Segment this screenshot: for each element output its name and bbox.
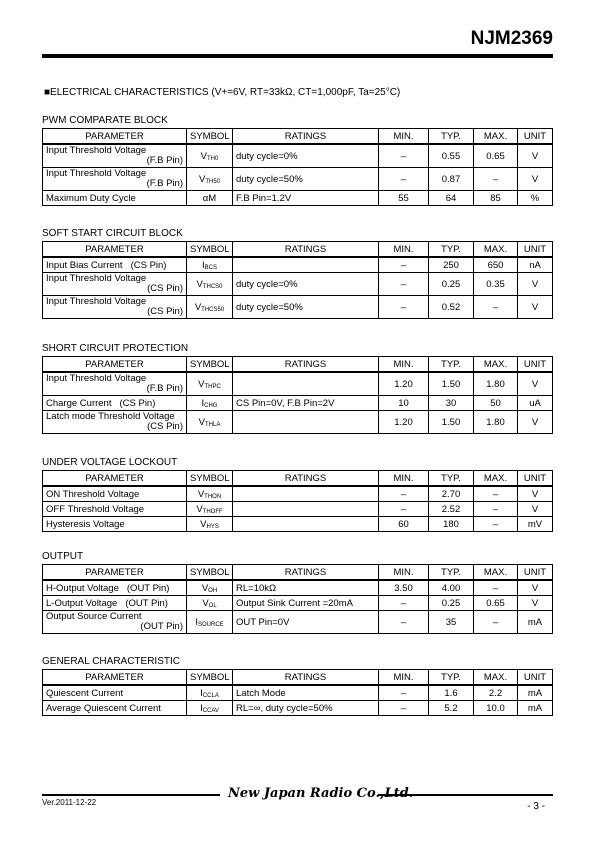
parameter-name: Input Threshold Voltage bbox=[46, 373, 147, 384]
column-header: UNIT bbox=[518, 670, 553, 686]
ratings-cell bbox=[233, 257, 379, 273]
table-row bbox=[43, 502, 553, 517]
symbol-subscript: CHG bbox=[204, 402, 218, 409]
symbol-cell bbox=[187, 502, 233, 517]
parameter-name: L-Output Voltage bbox=[46, 597, 118, 609]
parameter-pin: (F.B Pin) bbox=[146, 178, 183, 189]
parameter-name: Average Quiescent Current bbox=[46, 702, 161, 714]
symbol-cell bbox=[187, 191, 233, 206]
parameter-pin: (CS Pin) bbox=[147, 283, 183, 294]
symbol: V bbox=[197, 488, 205, 500]
unit-cell: mV bbox=[518, 517, 553, 532]
typ-cell: 1.50 bbox=[429, 411, 474, 434]
table-row bbox=[43, 580, 553, 596]
typ-cell: 35 bbox=[429, 611, 474, 634]
column-header: MIN. bbox=[379, 565, 429, 581]
symbol-cell bbox=[187, 396, 233, 411]
column-header: SYMBOL bbox=[187, 129, 233, 145]
max-cell: 0.35 bbox=[474, 273, 518, 296]
symbol-subscript: THCS0 bbox=[202, 283, 223, 290]
symbol-cell bbox=[187, 257, 233, 273]
parameter-name: Latch mode Threshold Voltage bbox=[46, 411, 175, 422]
column-header: MAX. bbox=[474, 129, 518, 145]
column-header: RATINGS bbox=[233, 129, 379, 145]
parameter-name: Input Threshold Voltage bbox=[46, 145, 147, 156]
min-cell: – bbox=[379, 685, 429, 701]
column-header: PARAMETER bbox=[43, 471, 187, 487]
column-header: SYMBOL bbox=[187, 670, 233, 686]
typ-cell: 30 bbox=[429, 396, 474, 411]
unit-cell: % bbox=[518, 191, 553, 206]
column-header: TYP. bbox=[429, 242, 474, 258]
symbol: V bbox=[202, 597, 209, 609]
column-header: UNIT bbox=[518, 471, 553, 487]
symbol: V bbox=[196, 503, 203, 515]
symbol-cell bbox=[187, 144, 233, 168]
min-cell: – bbox=[379, 257, 429, 273]
min-cell: – bbox=[379, 144, 429, 168]
column-header: MIN. bbox=[379, 242, 429, 258]
column-header: MIN. bbox=[379, 129, 429, 145]
column-header: PARAMETER bbox=[43, 129, 187, 145]
max-cell: 0.65 bbox=[474, 144, 518, 168]
max-cell: – bbox=[474, 296, 518, 319]
spec-table bbox=[42, 564, 553, 634]
parameter-cell bbox=[43, 580, 187, 596]
parameter-cell bbox=[43, 396, 187, 411]
page-number: - 3 - bbox=[527, 801, 545, 812]
max-cell: – bbox=[474, 580, 518, 596]
parameter-cell bbox=[43, 191, 187, 206]
column-header: RATINGS bbox=[233, 565, 379, 581]
footer-rule-left bbox=[42, 794, 220, 796]
max-cell: – bbox=[474, 611, 518, 634]
symbol-cell bbox=[187, 701, 233, 716]
top-rule bbox=[42, 54, 553, 58]
parameter-cell bbox=[43, 486, 187, 502]
symbol-subscript: TH0 bbox=[207, 155, 219, 162]
ratings-cell bbox=[233, 486, 379, 502]
section-title: PWM COMPARATE BLOCK bbox=[42, 115, 168, 126]
max-cell: – bbox=[474, 486, 518, 502]
symbol: I bbox=[202, 259, 205, 271]
typ-cell: 250 bbox=[429, 257, 474, 273]
symbol: V bbox=[201, 582, 209, 594]
unit-cell: nA bbox=[518, 257, 553, 273]
typ-cell: 0.25 bbox=[429, 273, 474, 296]
typ-cell: 4.00 bbox=[429, 580, 474, 596]
column-header: MIN. bbox=[379, 471, 429, 487]
parameter-cell bbox=[43, 273, 187, 296]
max-cell: 2.2 bbox=[474, 685, 518, 701]
table-row bbox=[43, 372, 553, 396]
spec-table bbox=[42, 470, 553, 532]
spec-table bbox=[42, 669, 553, 716]
unit-cell: V bbox=[518, 168, 553, 191]
column-header: PARAMETER bbox=[43, 357, 187, 373]
ratings-cell: RL=∞, duty cycle=50% bbox=[233, 701, 379, 716]
symbol: V bbox=[200, 518, 207, 530]
symbol-subscript: THCS50 bbox=[201, 306, 225, 313]
parameter-name: Input Threshold Voltage bbox=[46, 296, 147, 307]
symbol-cell bbox=[187, 372, 233, 396]
min-cell: 1.20 bbox=[379, 372, 429, 396]
typ-cell: 64 bbox=[429, 191, 474, 206]
ratings-cell: duty cycle=0% bbox=[233, 273, 379, 296]
column-header: RATINGS bbox=[233, 471, 379, 487]
symbol: V bbox=[194, 301, 202, 313]
unit-cell: mA bbox=[518, 611, 553, 634]
unit-cell: V bbox=[518, 502, 553, 517]
min-cell: 1.20 bbox=[379, 411, 429, 434]
ratings-cell: Output Sink Current =20mA bbox=[233, 596, 379, 611]
unit-cell: mA bbox=[518, 701, 553, 716]
symbol: V bbox=[196, 278, 203, 290]
column-header: PARAMETER bbox=[43, 565, 187, 581]
symbol-cell bbox=[187, 296, 233, 319]
min-cell: – bbox=[379, 296, 429, 319]
parameter-pin: (OUT Pin) bbox=[125, 597, 168, 609]
column-header: PARAMETER bbox=[43, 242, 187, 258]
max-cell: – bbox=[474, 168, 518, 191]
symbol-subscript: HYS bbox=[206, 523, 219, 530]
section-title: UNDER VOLTAGE LOCKOUT bbox=[42, 457, 178, 468]
table-row bbox=[43, 685, 553, 701]
parameter-name: OFF Threshold Voltage bbox=[46, 503, 145, 515]
min-cell: – bbox=[379, 502, 429, 517]
symbol-cell bbox=[187, 517, 233, 532]
parameter-pin: (CS Pin) bbox=[147, 306, 183, 317]
parameter-name: Maximum Duty Cycle bbox=[46, 192, 136, 204]
ratings-cell: CS Pin=0V, F.B Pin=2V bbox=[233, 396, 379, 411]
unit-cell: V bbox=[518, 273, 553, 296]
typ-cell: 0.25 bbox=[429, 596, 474, 611]
ratings-cell bbox=[233, 502, 379, 517]
table-row bbox=[43, 273, 553, 296]
column-header: TYP. bbox=[429, 129, 474, 145]
symbol-subscript: OH bbox=[208, 587, 218, 594]
unit-cell: V bbox=[518, 144, 553, 168]
column-header: MIN. bbox=[379, 357, 429, 373]
symbol: I bbox=[200, 687, 203, 699]
spec-table bbox=[42, 241, 553, 319]
column-header: TYP. bbox=[429, 357, 474, 373]
symbol-subscript: THOFF bbox=[202, 508, 223, 515]
ratings-cell bbox=[233, 372, 379, 396]
typ-cell: 1.50 bbox=[429, 372, 474, 396]
column-header: TYP. bbox=[429, 565, 474, 581]
column-header: PARAMETER bbox=[43, 670, 187, 686]
parameter-pin: (F.B Pin) bbox=[146, 155, 183, 166]
column-header: SYMBOL bbox=[187, 242, 233, 258]
conditions-header: ■ELECTRICAL CHARACTERISTICS (V+=6V, RT=33kΩ, CT=1,000pF, Ta=25°C) bbox=[44, 87, 401, 98]
symbol-subscript: THON bbox=[204, 493, 222, 500]
section-title: SOFT START CIRCUIT BLOCK bbox=[42, 228, 183, 239]
table-row bbox=[43, 701, 553, 716]
parameter-name: Input Threshold Voltage bbox=[46, 273, 147, 284]
parameter-cell bbox=[43, 411, 187, 434]
min-cell: 3.50 bbox=[379, 580, 429, 596]
min-cell: 55 bbox=[379, 191, 429, 206]
parameter-pin: (CS Pin) bbox=[147, 421, 183, 432]
parameter-name: Hysteresis Voltage bbox=[46, 518, 125, 530]
column-header: SYMBOL bbox=[187, 357, 233, 373]
ratings-cell bbox=[233, 517, 379, 532]
parameter-pin: (CS Pin) bbox=[119, 397, 156, 409]
parameter-cell bbox=[43, 168, 187, 191]
column-header: RATINGS bbox=[233, 357, 379, 373]
min-cell: – bbox=[379, 611, 429, 634]
parameter-name: Quiescent Current bbox=[46, 687, 124, 699]
parameter-name: ON Threshold Voltage bbox=[46, 488, 140, 500]
symbol-subscript: TH50 bbox=[205, 178, 220, 185]
column-header: MAX. bbox=[474, 357, 518, 373]
typ-cell: 2.70 bbox=[429, 486, 474, 502]
unit-cell: V bbox=[518, 372, 553, 396]
parameter-cell bbox=[43, 517, 187, 532]
symbol-subscript: CCLA bbox=[202, 692, 219, 699]
max-cell: 10.0 bbox=[474, 701, 518, 716]
parameter-name: Output Source Current bbox=[46, 611, 142, 622]
section-title: SHORT CIRCUIT PROTECTION bbox=[42, 343, 189, 354]
min-cell: – bbox=[379, 596, 429, 611]
symbol-subscript: SOURCE bbox=[197, 621, 224, 628]
column-header: TYP. bbox=[429, 471, 474, 487]
table-row bbox=[43, 257, 553, 273]
parameter-cell bbox=[43, 701, 187, 716]
company-logo: New Japan Radio Co.,Ltd. bbox=[228, 786, 414, 801]
symbol: αM bbox=[202, 192, 217, 204]
table-row bbox=[43, 296, 553, 319]
column-header: UNIT bbox=[518, 565, 553, 581]
table-row bbox=[43, 168, 553, 191]
parameter-cell bbox=[43, 685, 187, 701]
unit-cell: V bbox=[518, 596, 553, 611]
typ-cell: 5.2 bbox=[429, 701, 474, 716]
max-cell: 650 bbox=[474, 257, 518, 273]
column-header: SYMBOL bbox=[187, 565, 233, 581]
unit-cell: mA bbox=[518, 685, 553, 701]
ratings-cell: OUT Pin=0V bbox=[233, 611, 379, 634]
parameter-cell bbox=[43, 596, 187, 611]
column-header: MIN. bbox=[379, 670, 429, 686]
ratings-cell: F.B Pin=1.2V bbox=[233, 191, 379, 206]
symbol: V bbox=[198, 416, 205, 428]
symbol-cell bbox=[187, 685, 233, 701]
column-header: RATINGS bbox=[233, 242, 379, 258]
symbol-cell bbox=[187, 611, 233, 634]
version-label: Ver.2011-12-22 bbox=[42, 798, 97, 807]
parameter-name: Input Bias Current bbox=[46, 259, 123, 271]
min-cell: 60 bbox=[379, 517, 429, 532]
column-header: UNIT bbox=[518, 129, 553, 145]
table-row bbox=[43, 396, 553, 411]
typ-cell: 180 bbox=[429, 517, 474, 532]
column-header: UNIT bbox=[518, 357, 553, 373]
parameter-pin: (OUT Pin) bbox=[126, 582, 170, 594]
typ-cell: 2.52 bbox=[429, 502, 474, 517]
min-cell: – bbox=[379, 168, 429, 191]
column-header: UNIT bbox=[518, 242, 553, 258]
min-cell: – bbox=[379, 486, 429, 502]
ratings-cell: duty cycle=50% bbox=[233, 296, 379, 319]
parameter-cell bbox=[43, 502, 187, 517]
max-cell: – bbox=[474, 517, 518, 532]
parameter-cell bbox=[43, 372, 187, 396]
spec-table bbox=[42, 356, 553, 434]
unit-cell: V bbox=[518, 486, 553, 502]
column-header: TYP. bbox=[429, 670, 474, 686]
spec-table bbox=[42, 128, 553, 206]
typ-cell: 1.6 bbox=[429, 685, 474, 701]
column-header: MAX. bbox=[474, 565, 518, 581]
parameter-pin: (OUT Pin) bbox=[140, 621, 183, 632]
symbol-subscript: THLA bbox=[205, 421, 221, 428]
symbol-cell bbox=[187, 580, 233, 596]
symbol-subscript: BCS bbox=[204, 264, 217, 271]
parameter-pin: (CS Pin) bbox=[130, 259, 167, 271]
column-header: MAX. bbox=[474, 471, 518, 487]
symbol-cell bbox=[187, 168, 233, 191]
ratings-cell: Latch Mode bbox=[233, 685, 379, 701]
max-cell: 1.80 bbox=[474, 372, 518, 396]
parameter-cell bbox=[43, 144, 187, 168]
typ-cell: 0.87 bbox=[429, 168, 474, 191]
ratings-cell: duty cycle=50% bbox=[233, 168, 379, 191]
typ-cell: 0.52 bbox=[429, 296, 474, 319]
symbol-cell bbox=[187, 596, 233, 611]
symbol: V bbox=[198, 378, 205, 390]
typ-cell: 0.55 bbox=[429, 144, 474, 168]
ratings-cell: RL=10kΩ bbox=[233, 580, 379, 596]
column-header: MAX. bbox=[474, 670, 518, 686]
symbol-subscript: THPC bbox=[204, 383, 221, 390]
section-title: OUTPUT bbox=[42, 551, 84, 562]
parameter-name: Input Threshold Voltage bbox=[46, 168, 147, 179]
min-cell: – bbox=[379, 701, 429, 716]
table-row bbox=[43, 611, 553, 634]
max-cell: 50 bbox=[474, 396, 518, 411]
ratings-cell bbox=[233, 411, 379, 434]
parameter-name: Charge Current bbox=[46, 397, 112, 409]
symbol-cell bbox=[187, 486, 233, 502]
symbol: I bbox=[195, 616, 198, 628]
max-cell: 1.80 bbox=[474, 411, 518, 434]
symbol-subscript: CCAV bbox=[202, 707, 219, 714]
unit-cell: uA bbox=[518, 396, 553, 411]
parameter-cell bbox=[43, 611, 187, 634]
table-row bbox=[43, 191, 553, 206]
parameter-name: H-Output Voltage bbox=[46, 582, 119, 594]
table-row bbox=[43, 596, 553, 611]
min-cell: 10 bbox=[379, 396, 429, 411]
symbol-cell bbox=[187, 411, 233, 434]
section-title: GENERAL CHARACTERISTIC bbox=[42, 656, 180, 667]
table-row bbox=[43, 144, 553, 168]
table-row bbox=[43, 517, 553, 532]
max-cell: 0.65 bbox=[474, 596, 518, 611]
table-row bbox=[43, 411, 553, 434]
symbol: I bbox=[200, 702, 203, 714]
parameter-pin: (F.B Pin) bbox=[146, 383, 183, 394]
ratings-cell: duty cycle=0% bbox=[233, 144, 379, 168]
unit-cell: V bbox=[518, 411, 553, 434]
parameter-cell bbox=[43, 257, 187, 273]
symbol: V bbox=[198, 173, 206, 185]
max-cell: – bbox=[474, 502, 518, 517]
column-header: RATINGS bbox=[233, 670, 379, 686]
parameter-cell bbox=[43, 296, 187, 319]
symbol: V bbox=[200, 150, 207, 162]
max-cell: 85 bbox=[474, 191, 518, 206]
symbol: I bbox=[201, 397, 205, 409]
column-header: SYMBOL bbox=[187, 471, 233, 487]
unit-cell: V bbox=[518, 296, 553, 319]
part-number: NJM2369 bbox=[470, 28, 553, 49]
symbol-cell bbox=[187, 273, 233, 296]
min-cell: – bbox=[379, 273, 429, 296]
unit-cell: V bbox=[518, 580, 553, 596]
symbol-subscript: OL bbox=[208, 602, 217, 609]
table-row bbox=[43, 486, 553, 502]
column-header: MAX. bbox=[474, 242, 518, 258]
